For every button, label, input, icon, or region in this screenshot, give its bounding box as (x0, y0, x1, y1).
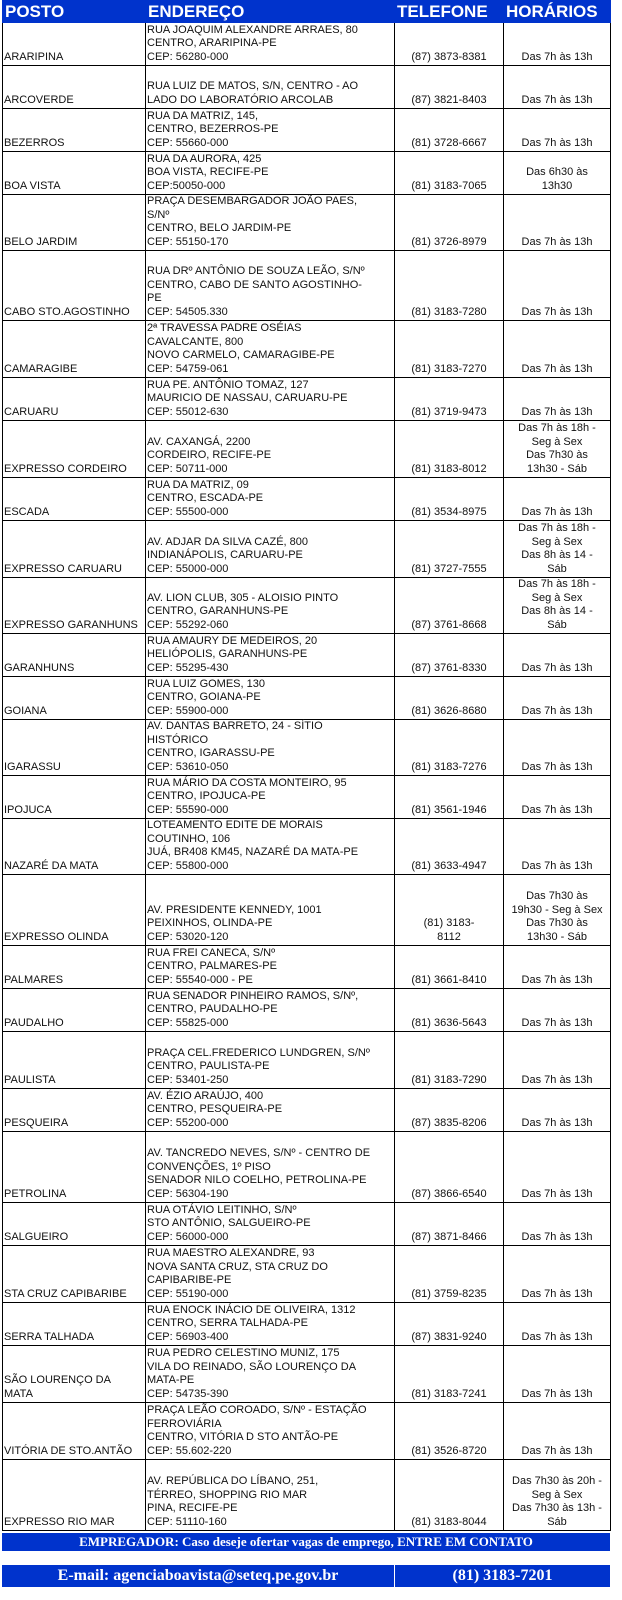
hours-cell: Das 7h30 às 19h30 - Seg à Sex Das 7h30 às 13h30 - Sáb (504, 875, 611, 946)
address-cell: 2ª TRAVESSA PADRE OSÉIAS CAVALCANTE, 800 NOVO CARMELO, CAMARAGIBE-PE CEP: 54759-061 (146, 321, 395, 378)
table-row (3, 109, 611, 152)
phone-cell: (81) 3759-8235 (395, 1246, 504, 1303)
posto-cell: PAUDALHO (3, 989, 146, 1032)
phone-cell: (81) 3661-8410 (395, 946, 504, 989)
table-row (3, 875, 611, 946)
address-cell: PRAÇA DESEMBARGADOR JOÃO PAES, S/Nº CENTRO, BELO JARDIM-PE CEP: 55150-170 (146, 195, 395, 251)
table-row (3, 421, 611, 478)
table-row (3, 1403, 611, 1460)
address-cell: LOTEAMENTO EDITE DE MORAIS COUTINHO, 106 JUÁ, BR408 KM45, NAZARÉ DA MATA-PE CEP: 55800-000 (146, 819, 395, 875)
phone-cell: (81) 3719-9473 (395, 378, 504, 421)
page-container (2, 0, 610, 1587)
hours-cell: Das 7h às 13h (504, 109, 611, 152)
hours-cell: Das 7h às 13h (504, 66, 611, 109)
phone-cell: (87) 3835-8206 (395, 1089, 504, 1132)
address-cell: PRAÇA LEÃO COROADO, S/Nº - ESTAÇÃO FERROVIÁRIA CENTRO, VITÓRIA D STO ANTÃO-PE CEP: 55.602-220 (146, 1403, 395, 1460)
table-row (3, 578, 611, 634)
table-row (3, 1346, 611, 1403)
phone-cell: (81) 3626-8680 (395, 677, 504, 720)
phone-cell: (81) 3183-7280 (395, 251, 504, 321)
table-row (3, 195, 611, 251)
address-cell: AV. DANTAS BARRETO, 24 - SÍTIO HISTÓRICO CENTRO, IGARASSU-PE CEP: 53610-050 (146, 720, 395, 776)
header-posto: POSTO (3, 1, 146, 23)
posto-cell: CARUARU (3, 378, 146, 421)
address-cell: RUA PE. ANTÔNIO TOMAZ, 127 MAURICIO DE NASSAU, CARUARU-PE CEP: 55012-630 (146, 378, 395, 421)
phone-cell: (81) 3636-5643 (395, 989, 504, 1032)
phone-cell: (81) 3183-7065 (395, 152, 504, 195)
address-cell: AV. TANCREDO NEVES, S/Nº - CENTRO DE CONVENÇÕES, 1º PISO SENADOR NILO COELHO, PETROLINA-PE CEP: 56304-190 (146, 1132, 395, 1203)
hours-cell: Das 7h às 13h (504, 720, 611, 776)
phone-cell: (81) 3183-7290 (395, 1032, 504, 1089)
phone-cell: (81) 3526-8720 (395, 1403, 504, 1460)
hours-cell: Das 7h às 13h (504, 677, 611, 720)
hours-cell: Das 7h às 13h (504, 1346, 611, 1403)
posto-cell: IGARASSU (3, 720, 146, 776)
contact-phone: (81) 3183-7201 (394, 1565, 610, 1587)
hours-cell: Das 7h às 13h (504, 989, 611, 1032)
header-telefone: TELEFONE (395, 1, 504, 23)
table-row (3, 23, 611, 66)
address-cell: RUA MÁRIO DA COSTA MONTEIRO, 95 CENTRO, IPOJUCA-PE CEP: 55590-000 (146, 776, 395, 819)
phone-cell: (81) 3727-7555 (395, 521, 504, 578)
address-cell: AV. CAXANGÁ, 2200 CORDEIRO, RECIFE-PE CEP: 50711-000 (146, 421, 395, 478)
posto-cell: EXPRESSO RIO MAR (3, 1460, 146, 1531)
table-row (3, 1303, 611, 1346)
phone-cell: (87) 3866-6540 (395, 1132, 504, 1203)
address-cell: RUA DA MATRIZ, 145, CENTRO, BEZERROS-PE CEP: 55660-000 (146, 109, 395, 152)
header-horarios: HORÁRIOS (504, 1, 611, 23)
table-row (3, 1203, 611, 1246)
hours-cell: Das 7h às 13h (504, 251, 611, 321)
phone-cell: (81) 3534-8975 (395, 478, 504, 521)
hours-cell: Das 7h às 18h - Seg à Sex Das 7h30 às 13h30 - Sáb (504, 421, 611, 478)
posto-cell: EXPRESSO OLINDA (3, 875, 146, 946)
posto-cell: SÃO LOURENÇO DA MATA (3, 1346, 146, 1403)
hours-cell: Das 7h às 13h (504, 23, 611, 66)
table-row (3, 66, 611, 109)
posto-cell: GOIANA (3, 677, 146, 720)
phone-cell: (81) 3633-4947 (395, 819, 504, 875)
posto-cell: BEZERROS (3, 109, 146, 152)
hours-cell: Das 7h às 18h - Seg à Sex Das 8h às 14 - Sáb (504, 578, 611, 634)
hours-cell: Das 6h30 às 13h30 (504, 152, 611, 195)
posto-cell: CAMARAGIBE (3, 321, 146, 378)
table-row (3, 1460, 611, 1531)
hours-cell: Das 7h às 13h (504, 1032, 611, 1089)
table-row (3, 521, 611, 578)
posto-cell: PALMARES (3, 946, 146, 989)
table-row (3, 776, 611, 819)
posto-cell: GARANHUNS (3, 634, 146, 677)
hours-cell: Das 7h às 18h - Seg à Sex Das 8h às 14 - Sáb (504, 521, 611, 578)
address-cell: RUA DRº ANTÔNIO DE SOUZA LEÃO, S/Nº CENTRO, CABO DE SANTO AGOSTINHO- PE CEP: 54505.330 (146, 251, 395, 321)
posto-cell: ESCADA (3, 478, 146, 521)
phone-cell: (81) 3183- 8112 (395, 875, 504, 946)
phone-cell: (81) 3728-6667 (395, 109, 504, 152)
hours-cell: Das 7h às 13h (504, 1403, 611, 1460)
posto-cell: PESQUEIRA (3, 1089, 146, 1132)
table-row (3, 321, 611, 378)
hours-cell: Das 7h às 13h (504, 1203, 611, 1246)
phone-cell: (87) 3821-8403 (395, 66, 504, 109)
hours-cell: Das 7h às 13h (504, 1132, 611, 1203)
posto-cell: EXPRESSO GARANHUNS (3, 578, 146, 634)
posto-cell: BOA VISTA (3, 152, 146, 195)
address-cell: AV. LION CLUB, 305 - ALOISIO PINTO CENTRO, GARANHUNS-PE CEP: 55292-060 (146, 578, 395, 634)
phone-cell: (87) 3761-8330 (395, 634, 504, 677)
hours-cell: Das 7h às 13h (504, 1089, 611, 1132)
address-cell: RUA DA MATRIZ, 09 CENTRO, ESCADA-PE CEP: 55500-000 (146, 478, 395, 521)
address-cell: RUA LUIZ GOMES, 130 CENTRO, GOIANA-PE CEP: 55900-000 (146, 677, 395, 720)
hours-cell: Das 7h às 13h (504, 1246, 611, 1303)
table-row (3, 378, 611, 421)
contact-banner (2, 1565, 610, 1587)
hours-cell: Das 7h às 13h (504, 819, 611, 875)
posto-cell: SALGUEIRO (3, 1203, 146, 1246)
table-row (3, 677, 611, 720)
phone-cell: (81) 3183-8044 (395, 1460, 504, 1531)
posto-cell: ARCOVERDE (3, 66, 146, 109)
address-cell: RUA ENOCK INÁCIO DE OLIVEIRA, 1312 CENTRO, SERRA TALHADA-PE CEP: 56903-400 (146, 1303, 395, 1346)
phone-cell: (81) 3561-1946 (395, 776, 504, 819)
phone-cell: (81) 3183-7276 (395, 720, 504, 776)
hours-cell: Das 7h às 13h (504, 195, 611, 251)
address-cell: AV. ÉZIO ARAÚJO, 400 CENTRO, PESQUEIRA-PE CEP: 55200-000 (146, 1089, 395, 1132)
posto-cell: STA CRUZ CAPIBARIBE (3, 1246, 146, 1303)
posto-cell: PETROLINA (3, 1132, 146, 1203)
phone-cell: (81) 3183-7241 (395, 1346, 504, 1403)
address-cell: RUA SENADOR PINHEIRO RAMOS, S/Nº, CENTRO, PAUDALHO-PE CEP: 55825-000 (146, 989, 395, 1032)
footer-spacer (2, 1551, 610, 1565)
table-row (3, 251, 611, 321)
posto-cell: EXPRESSO CARUARU (3, 521, 146, 578)
hours-cell: Das 7h às 13h (504, 946, 611, 989)
address-cell: RUA JOAQUIM ALEXANDRE ARRAES, 80 CENTRO, ARARIPINA-PE CEP: 56280-000 (146, 23, 395, 66)
hours-cell: Das 7h às 13h (504, 378, 611, 421)
table-row (3, 1132, 611, 1203)
posto-cell: BELO JARDIM (3, 195, 146, 251)
table-row (3, 720, 611, 776)
address-cell: PRAÇA CEL.FREDERICO LUNDGREN, S/Nº CENTRO, PAULISTA-PE CEP: 53401-250 (146, 1032, 395, 1089)
table-row (3, 478, 611, 521)
address-cell: RUA DA AURORA, 425 BOA VISTA, RECIFE-PE CEP:50050-000 (146, 152, 395, 195)
table-header-row (3, 1, 611, 23)
contact-email[interactable]: E-mail: agenciaboavista@seteq.pe.gov.br (57, 1567, 339, 1584)
phone-cell: (87) 3831-9240 (395, 1303, 504, 1346)
address-cell: AV. PRESIDENTE KENNEDY, 1001 PEIXINHOS, OLINDA-PE CEP: 53020-120 (146, 875, 395, 946)
employer-banner: EMPREGADOR: Caso deseje ofertar vagas de emprego, ENTRE EM CONTATO (2, 1533, 610, 1551)
phone-cell: (87) 3873-8381 (395, 23, 504, 66)
posto-cell: EXPRESSO CORDEIRO (3, 421, 146, 478)
header-endereco: ENDEREÇO (146, 1, 395, 23)
posto-cell: SERRA TALHADA (3, 1303, 146, 1346)
phone-cell: (81) 3183-8012 (395, 421, 504, 478)
table-row (3, 946, 611, 989)
table-row (3, 152, 611, 195)
posto-cell: ARARIPINA (3, 23, 146, 66)
phone-cell: (87) 3871-8466 (395, 1203, 504, 1246)
table-row (3, 634, 611, 677)
hours-cell: Das 7h às 13h (504, 1303, 611, 1346)
hours-cell: Das 7h às 13h (504, 478, 611, 521)
table-row (3, 1089, 611, 1132)
phone-cell: (81) 3183-7270 (395, 321, 504, 378)
posto-cell: NAZARÉ DA MATA (3, 819, 146, 875)
address-cell: RUA FREI CANECA, S/Nº CENTRO, PALMARES-PE CEP: 55540-000 - PE (146, 946, 395, 989)
posto-cell: VITÓRIA DE STO.ANTÃO (3, 1403, 146, 1460)
hours-cell: Das 7h às 13h (504, 634, 611, 677)
posto-cell: IPOJUCA (3, 776, 146, 819)
address-cell: RUA OTÁVIO LEITINHO, S/Nº STO ANTÔNIO, SALGUEIRO-PE CEP: 56000-000 (146, 1203, 395, 1246)
table-row (3, 819, 611, 875)
address-cell: AV. ADJAR DA SILVA CAZÉ, 800 INDIANÁPOLIS, CARUARU-PE CEP: 55000-000 (146, 521, 395, 578)
table-body (3, 23, 611, 1531)
posto-cell: CABO STO.AGOSTINHO (3, 251, 146, 321)
address-cell: RUA AMAURY DE MEDEIROS, 20 HELIÓPOLIS, GARANHUNS-PE CEP: 55295-430 (146, 634, 395, 677)
posto-cell: PAULISTA (3, 1032, 146, 1089)
address-cell: RUA LUIZ DE MATOS, S/N, CENTRO - AO LADO DO LABORATÓRIO ARCOLAB (146, 66, 395, 109)
phone-cell: (81) 3726-8979 (395, 195, 504, 251)
table-row (3, 989, 611, 1032)
hours-cell: Das 7h às 13h (504, 776, 611, 819)
table-row (3, 1246, 611, 1303)
hours-cell: Das 7h às 13h (504, 321, 611, 378)
postos-table (2, 0, 611, 1531)
table-row (3, 1032, 611, 1089)
address-cell: RUA MAESTRO ALEXANDRE, 93 NOVA SANTA CRUZ, STA CRUZ DO CAPIBARIBE-PE CEP: 55190-000 (146, 1246, 395, 1303)
address-cell: RUA PEDRO CELESTINO MUNIZ, 175 VILA DO REINADO, SÃO LOURENÇO DA MATA-PE CEP: 54735-390 (146, 1346, 395, 1403)
phone-cell: (87) 3761-8668 (395, 578, 504, 634)
address-cell: AV. REPÚBLICA DO LÍBANO, 251, TÉRREO, SHOPPING RIO MAR PINA, RECIFE-PE CEP: 51110-160 (146, 1460, 395, 1531)
hours-cell: Das 7h30 às 20h - Seg à Sex Das 7h30 às 13h - Sáb (504, 1460, 611, 1531)
